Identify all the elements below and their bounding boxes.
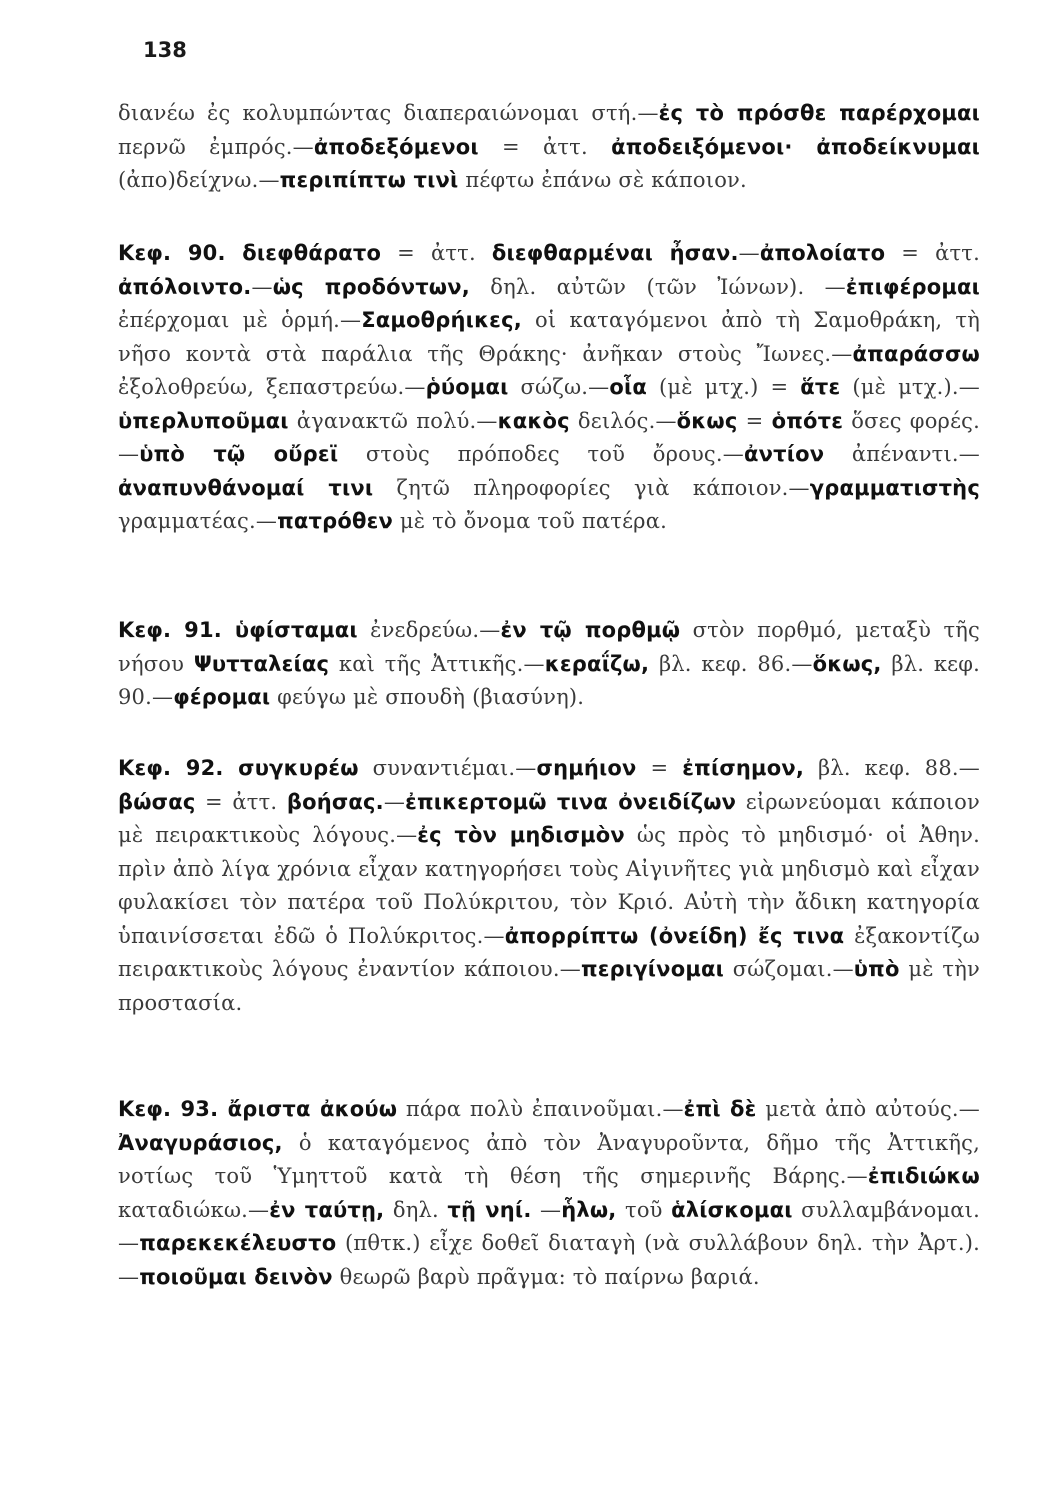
gloss-text: μὲ τὸ ὄνομα τοῦ πατέρα. [393, 509, 667, 533]
commentary-paragraph [118, 97, 980, 198]
lemma-term: ἀποδειξόμενοι· ἀποδείκνυμαι [611, 134, 980, 159]
lemma-term: ὁπότε [771, 408, 844, 433]
gloss-text: ἀγανακτῶ πολύ.— [288, 408, 498, 433]
gloss-text: ἐνεδρεύω.— [357, 618, 501, 642]
gloss-text: — [383, 789, 406, 814]
gloss-text: καταδιώκω.— [118, 1197, 270, 1222]
gloss-text: ἐξακοντίζω πειρακτικοὺς λόγους ἐναντίον κάποιου.— [118, 923, 980, 981]
gloss-text: = ἀττ. [195, 789, 287, 814]
lemma-term: περιγίνομαι [580, 957, 724, 981]
page-number: 138 [143, 38, 187, 62]
gloss-text: βλ. κεφ. 88.— [804, 756, 981, 780]
lemma-term: ἀντίον [743, 442, 825, 466]
lemma-term: ἐπιφέρομαι [845, 274, 981, 299]
gloss-text: τοῦ [616, 1197, 672, 1222]
lemma-term: ἀπορρίπτω (ὀνείδη) ἔς τινα [504, 923, 845, 948]
gloss-text: μετὰ ἀπὸ αὐτούς.— [756, 1097, 980, 1121]
gloss-text: καὶ τῆς Ἀττικῆς.— [329, 651, 545, 676]
lemma-term: ἐς τὸν μηδισμὸν [417, 823, 625, 847]
commentary-paragraph [118, 752, 980, 1020]
lemma-term: Κεφ. 90. διεφθάρατο [118, 241, 382, 265]
gloss-text: μὲ τὴν προστασία. [118, 957, 980, 1015]
lemma-term: ἀναπυνθάνομαί τινι [118, 475, 374, 500]
gloss-text: = [636, 756, 683, 780]
gloss-text: ὁ καταγόμενος ἀπὸ τὸν Ἀναγυροῦντα, δῆμο τῆς Ἀττικῆς, νοτίως τοῦ Ὑμηττοῦ κατὰ τὴ θέση τῆς σημερινῆς Βάρης.— [118, 1130, 980, 1188]
lemma-term: ὅκως [676, 408, 738, 433]
gloss-text: — [251, 274, 273, 299]
lemma-term: ἐπὶ δὲ [683, 1097, 757, 1121]
commentary-paragraph [118, 1093, 980, 1294]
gloss-text: πάρα πολὺ ἐπαινοῦμαι.— [397, 1097, 684, 1121]
lemma-term: βοήσας. [286, 789, 384, 814]
lemma-term: πατρόθεν [277, 509, 393, 533]
gloss-text: = ἀττ. [885, 241, 980, 265]
commentary-paragraph [118, 237, 980, 539]
gloss-text: σώζω.— [508, 375, 610, 399]
gloss-text: οἱ καταγόμενοι ἀπὸ τὴ Σαμοθράκη, τὴ νῆσο κοντὰ στὰ παράλια τῆς Θράκης· ἀνῆκαν στοὺς Ἴωνες.— [118, 308, 980, 366]
lemma-term: παρεκεκέλευστο [139, 1231, 337, 1255]
lemma-term: Κεφ. 92. συγκυρέω [118, 756, 359, 780]
lemma-term: φέρομαι [173, 685, 271, 709]
lemma-term: ἐς τὸ πρόσθε παρέρχομαι [658, 101, 981, 125]
lemma-term: Κεφ. 93. ἄριστα ἀκούω [118, 1097, 398, 1121]
lemma-term: ἀπαράσσω [852, 341, 980, 366]
gloss-text: στοὺς πρόποδες τοῦ ὄρους.— [338, 442, 744, 466]
lemma-term: κεραΐζω, [544, 651, 650, 676]
lemma-term: ἀποδεξόμενοι [313, 134, 479, 159]
gloss-text: σώζομαι.— [723, 957, 854, 981]
gloss-text: (πθτκ.) εἶχε δοθεῖ διαταγὴ (νὰ συλλάβουν δηλ. τὴν Ἀρτ.).— [118, 1231, 980, 1289]
lemma-term: οἷα [609, 375, 647, 399]
lemma-term: ἐπίσημον, [682, 756, 805, 780]
gloss-text: δειλός.— [569, 408, 677, 433]
gloss-text: — [738, 241, 760, 265]
gloss-text: = ἀττ. [381, 241, 492, 265]
lemma-term: τῇ νηί. [447, 1197, 532, 1222]
gloss-text: πέφτω ἐπάνω σὲ κάποιον. [458, 168, 747, 192]
lemma-term: Σαμοθρήικες, [361, 308, 522, 332]
lemma-term: ἐν ταύτῃ, [269, 1197, 385, 1222]
gloss-text: ζητῶ πληροφορίες γιὰ κάποιον.— [373, 475, 810, 500]
lemma-term: ἐπιδιώκω [867, 1164, 980, 1188]
lemma-term: γραμματιστὴς [809, 475, 980, 500]
gloss-text: συλλαμβάνομαι.— [118, 1197, 980, 1255]
lemma-term: διεφθαρμέναι ἦσαν. [491, 241, 739, 265]
gloss-text: (μὲ μτχ.) = [647, 375, 801, 399]
gloss-text: ἐπέρχομαι μὲ ὁρμή.— [118, 308, 362, 332]
lemma-term: Ψυτταλείας [193, 651, 330, 676]
lemma-term: ἀπόλοιντο. [118, 274, 252, 299]
gloss-text: (μὲ μτχ.).— [840, 375, 981, 399]
lemma-term: ὅκως, [812, 651, 882, 676]
lemma-term: ἅτε [800, 375, 841, 399]
gloss-text: φεύγω μὲ σπουδὴ (βιασύνη). [270, 685, 585, 709]
gloss-text: στὸν πορθμό, μεταξὺ τῆς νήσου [118, 618, 981, 676]
commentary-paragraph [118, 614, 980, 715]
lemma-term: ὑπερλυποῦμαι [118, 408, 289, 433]
gloss-text: θεωρῶ βαρὺ πρᾶγμα: τὸ παίρνω βαριά. [332, 1264, 760, 1289]
gloss-text: δηλ. αὐτῶν (τῶν Ἰώνων). — [469, 274, 846, 299]
gloss-text: ὅσες φορές.— [118, 408, 981, 466]
lemma-term: ὡς προδόντων, [272, 274, 470, 299]
lemma-term: Ἀναγυράσιος, [118, 1130, 283, 1155]
lemma-term: ὑπὸ τῷ οὔρεϊ [139, 442, 339, 466]
lemma-term: περιπίπτω τινὶ [279, 168, 459, 192]
lemma-term: ὑπὸ [853, 957, 900, 981]
gloss-text: βλ. κεφ. 90.— [118, 651, 981, 709]
gloss-text: διανέω ἐς κολυμπώντας διαπεραιώνομαι στή.— [118, 101, 659, 125]
gloss-text: γραμματέας.— [118, 509, 278, 533]
lemma-term: ποιοῦμαι δεινὸν [139, 1264, 333, 1289]
gloss-text: = [737, 408, 772, 433]
lemma-term: κακὸς [497, 408, 570, 433]
gloss-text: βλ. κεφ. 86.— [649, 651, 813, 676]
lemma-term: ἁλίσκομαι [671, 1197, 793, 1222]
gloss-text: ἐξολοθρεύω, ξεπαστρεύω.— [118, 375, 426, 399]
gloss-text: συναντιέμαι.— [358, 756, 537, 780]
gloss-text: (ἀπο)δείχνω.— [118, 168, 280, 192]
lemma-term: σημήιον [536, 756, 637, 780]
gloss-text: ἀπέναντι.— [824, 442, 980, 466]
gloss-text: περνῶ ἐμπρός.— [118, 134, 314, 159]
lemma-term: ἀπολοίατο [759, 241, 886, 265]
lemma-term: ἧλω, [561, 1197, 617, 1222]
lemma-term: ἐν τῷ πορθμῷ [500, 618, 681, 642]
gloss-text: δηλ. [384, 1197, 448, 1222]
lemma-term: Κεφ. 91. ὑφίσταμαι [118, 618, 358, 642]
gloss-text: ὡς πρὸς τὸ μηδισμό· οἱ Ἀθην. πρὶν ἀπὸ λίγα χρόνια εἶχαν κατηγορήσει τοὺς Αἰγινῆτες γιὰ μηδισμὸ καὶ εἶχαν φυλακίσει τὸν πατέρα τοῦ Πολύκριτου, τὸν Κριό. Αὐτὴ τὴν ἄδικη κατηγορία ὑπαινίσσεται ἐδῶ ὁ Πολύκριτος.— [118, 823, 980, 948]
lemma-term: ἐπικερτομῶ τινα ὀνειδίζων [405, 789, 737, 814]
lemma-term: ῥύομαι [425, 375, 509, 399]
gloss-text: = ἀττ. [478, 134, 612, 159]
gloss-text: — [531, 1197, 562, 1222]
lemma-term: βώσας [118, 789, 196, 814]
gloss-text: εἰρωνεύομαι κάποιον μὲ πειρακτικοὺς λόγους.— [118, 789, 980, 847]
